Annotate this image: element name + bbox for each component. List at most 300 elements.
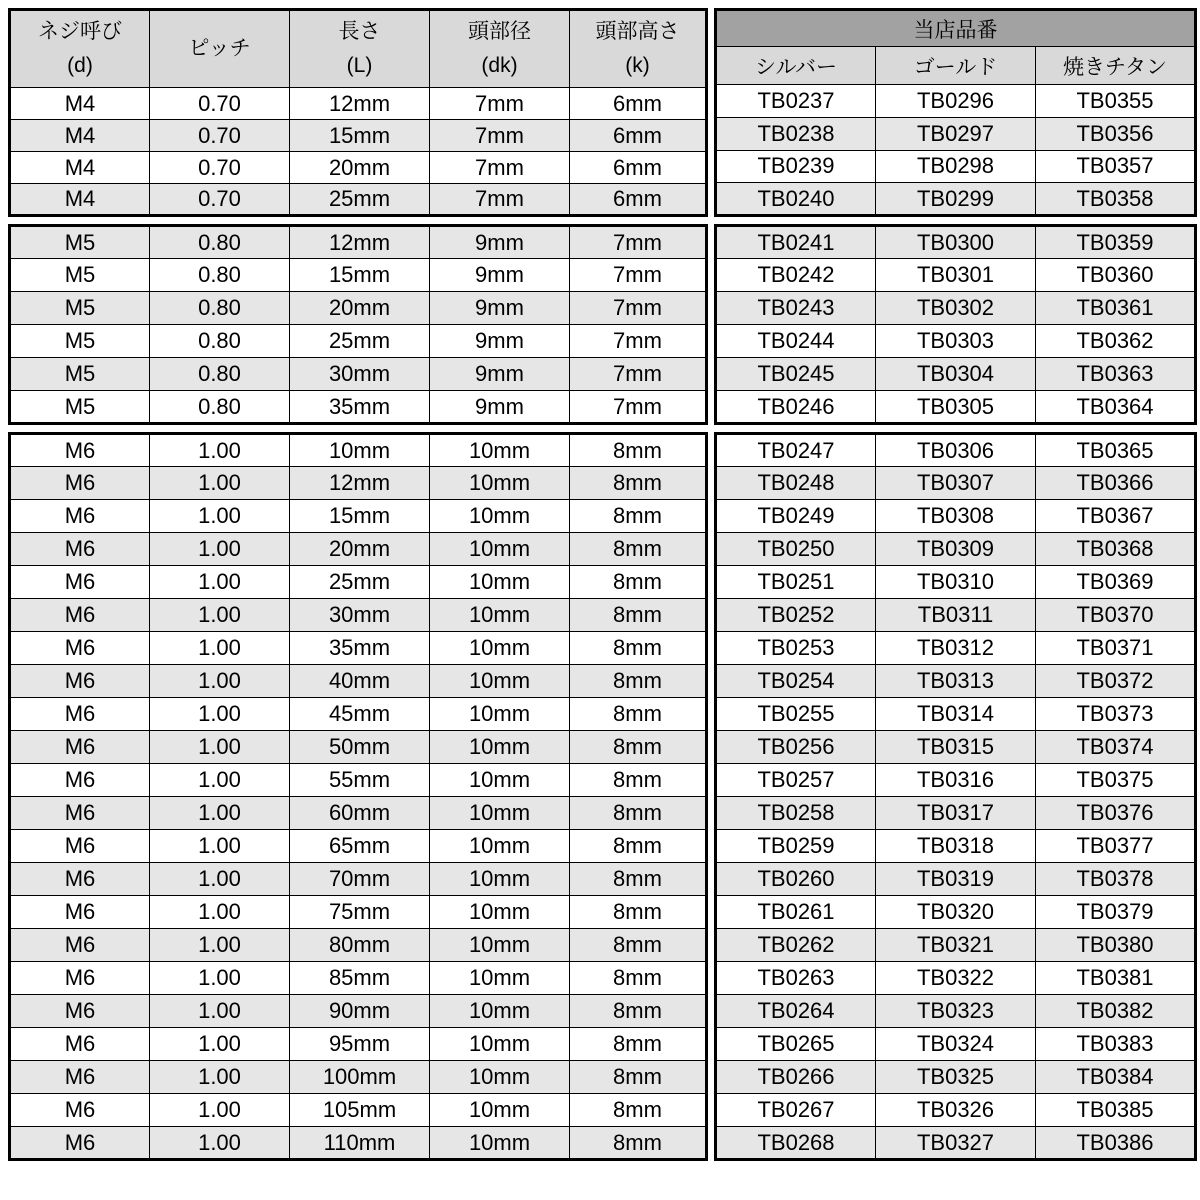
cell-gold-part-no: TB0300 [876,226,1036,259]
table-row [10,995,707,1028]
cell-silver-part-no: TB0243 [716,292,876,325]
cell-gold-part-no: TB0302 [876,292,1036,325]
table-row [10,698,707,731]
cell-length: 60mm [290,797,430,830]
cell-pitch: 1.00 [150,1028,290,1061]
cell-titanium-part-no: TB0375 [1036,764,1196,797]
cell-silver-part-no: TB0239 [716,150,876,183]
cell-head-height: 8mm [570,1127,707,1160]
cell-gold-part-no: TB0296 [876,85,1036,118]
cell-titanium-part-no: TB0374 [1036,731,1196,764]
cell-length: 65mm [290,830,430,863]
cell-screw-size: M6 [10,1028,150,1061]
cell-gold-part-no: TB0312 [876,632,1036,665]
cell-titanium-part-no: TB0356 [1036,117,1196,150]
cell-head-height: 8mm [570,632,707,665]
cell-head-diameter: 10mm [430,896,570,929]
cell-pitch: 1.00 [150,467,290,500]
cell-silver-part-no: TB0247 [716,434,876,467]
table-row [716,325,1196,358]
table-row [716,698,1196,731]
cell-gold-part-no: TB0319 [876,863,1036,896]
table-row [10,863,707,896]
table-row [10,226,707,259]
table-row [716,391,1196,424]
cell-gold-part-no: TB0310 [876,566,1036,599]
product-group-header-row [716,10,1196,47]
cell-gold-part-no: TB0324 [876,1028,1036,1061]
table-row [10,665,707,698]
cell-gold-part-no: TB0327 [876,1127,1036,1160]
table-row [10,632,707,665]
table-row [716,566,1196,599]
table-row [10,292,707,325]
table-row [10,467,707,500]
cell-length: 25mm [290,184,430,216]
cell-head-height: 8mm [570,1028,707,1061]
table-row [716,665,1196,698]
cell-silver-part-no: TB0254 [716,665,876,698]
cell-pitch: 1.00 [150,1094,290,1127]
cell-head-height: 8mm [570,764,707,797]
cell-silver-part-no: TB0248 [716,467,876,500]
table-row [10,120,707,152]
cell-gold-part-no: TB0305 [876,391,1036,424]
table-row [716,85,1196,118]
cell-head-diameter: 9mm [430,259,570,292]
cell-head-diameter: 7mm [430,120,570,152]
table-row [10,566,707,599]
cell-screw-size: M6 [10,1094,150,1127]
cell-silver-part-no: TB0238 [716,117,876,150]
cell-screw-size: M6 [10,929,150,962]
cell-head-diameter: 10mm [430,434,570,467]
cell-titanium-part-no: TB0382 [1036,995,1196,1028]
cell-length: 15mm [290,500,430,533]
spec-header-row [10,10,707,88]
cell-length: 30mm [290,599,430,632]
cell-titanium-part-no: TB0359 [1036,226,1196,259]
col-header-head-diameter-symbol: (dk) [481,54,518,77]
cell-gold-part-no: TB0325 [876,1061,1036,1094]
cell-silver-part-no: TB0258 [716,797,876,830]
cell-gold-part-no: TB0299 [876,183,1036,216]
cell-head-diameter: 9mm [430,226,570,259]
cell-head-diameter: 10mm [430,1094,570,1127]
cell-silver-part-no: TB0251 [716,566,876,599]
cell-pitch: 0.80 [150,259,290,292]
cell-silver-part-no: TB0246 [716,391,876,424]
cell-length: 50mm [290,731,430,764]
cell-pitch: 1.00 [150,863,290,896]
cell-titanium-part-no: TB0366 [1036,467,1196,500]
table-row [10,731,707,764]
cell-head-diameter: 10mm [430,1028,570,1061]
cell-screw-size: M5 [10,292,150,325]
cell-head-height: 8mm [570,863,707,896]
cell-length: 20mm [290,533,430,566]
cell-head-height: 7mm [570,292,707,325]
table-row [716,1028,1196,1061]
cell-gold-part-no: TB0320 [876,896,1036,929]
table-row [10,599,707,632]
cell-pitch: 1.00 [150,995,290,1028]
cell-head-diameter: 10mm [430,533,570,566]
cell-screw-size: M6 [10,1127,150,1160]
table-row [716,632,1196,665]
cell-screw-size: M6 [10,599,150,632]
table-row [716,962,1196,995]
cell-silver-part-no: TB0250 [716,533,876,566]
table-row [10,1127,707,1160]
table-row [10,88,707,120]
cell-length: 90mm [290,995,430,1028]
col-header-pitch-label: ピッチ [188,37,251,60]
cell-head-height: 7mm [570,226,707,259]
cell-gold-part-no: TB0301 [876,259,1036,292]
cell-head-diameter: 10mm [430,830,570,863]
cell-silver-part-no: TB0241 [716,226,876,259]
table-row [10,830,707,863]
table-section-m6 [8,432,1192,1161]
cell-pitch: 0.80 [150,391,290,424]
cell-head-height: 7mm [570,358,707,391]
cell-pitch: 1.00 [150,830,290,863]
cell-head-diameter: 7mm [430,152,570,184]
cell-screw-size: M6 [10,731,150,764]
cell-screw-size: M4 [10,184,150,216]
cell-length: 95mm [290,1028,430,1061]
cell-length: 25mm [290,566,430,599]
table-row [10,533,707,566]
cell-head-height: 8mm [570,1094,707,1127]
table-row [716,358,1196,391]
table-row [10,500,707,533]
cell-silver-part-no: TB0265 [716,1028,876,1061]
cell-pitch: 0.80 [150,292,290,325]
table-row [10,962,707,995]
cell-pitch: 1.00 [150,665,290,698]
table-row [10,184,707,216]
cell-silver-part-no: TB0245 [716,358,876,391]
cell-titanium-part-no: TB0377 [1036,830,1196,863]
cell-titanium-part-no: TB0385 [1036,1094,1196,1127]
cell-head-height: 8mm [570,665,707,698]
cell-silver-part-no: TB0267 [716,1094,876,1127]
table-row [716,533,1196,566]
cell-length: 40mm [290,665,430,698]
table-row [10,391,707,424]
table-row [716,896,1196,929]
cell-head-height: 7mm [570,259,707,292]
cell-gold-part-no: TB0298 [876,150,1036,183]
cell-pitch: 1.00 [150,797,290,830]
table-row [716,797,1196,830]
cell-titanium-part-no: TB0376 [1036,797,1196,830]
cell-length: 110mm [290,1127,430,1160]
cell-head-diameter: 10mm [430,632,570,665]
cell-pitch: 0.80 [150,358,290,391]
cell-screw-size: M6 [10,566,150,599]
cell-titanium-part-no: TB0357 [1036,150,1196,183]
cell-length: 45mm [290,698,430,731]
cell-screw-size: M6 [10,665,150,698]
cell-titanium-part-no: TB0380 [1036,929,1196,962]
col-header-screw-size-symbol: (d) [67,54,93,77]
cell-titanium-part-no: TB0372 [1036,665,1196,698]
cell-head-diameter: 10mm [430,1127,570,1160]
cell-silver-part-no: TB0264 [716,995,876,1028]
cell-length: 80mm [290,929,430,962]
cell-screw-size: M6 [10,500,150,533]
cell-head-height: 6mm [570,184,707,216]
cell-screw-size: M6 [10,863,150,896]
cell-titanium-part-no: TB0373 [1036,698,1196,731]
cell-titanium-part-no: TB0364 [1036,391,1196,424]
cell-gold-part-no: TB0303 [876,325,1036,358]
cell-silver-part-no: TB0237 [716,85,876,118]
table-row [10,259,707,292]
cell-titanium-part-no: TB0358 [1036,183,1196,216]
cell-head-height: 8mm [570,929,707,962]
cell-pitch: 0.80 [150,325,290,358]
cell-gold-part-no: TB0308 [876,500,1036,533]
table-row [10,325,707,358]
cell-silver-part-no: TB0261 [716,896,876,929]
table-row [716,117,1196,150]
cell-head-diameter: 10mm [430,599,570,632]
cell-screw-size: M6 [10,698,150,731]
cell-head-diameter: 10mm [430,995,570,1028]
cell-silver-part-no: TB0253 [716,632,876,665]
cell-gold-part-no: TB0316 [876,764,1036,797]
table-row [10,929,707,962]
cell-head-height: 8mm [570,500,707,533]
cell-pitch: 1.00 [150,1061,290,1094]
cell-screw-size: M5 [10,325,150,358]
cell-head-height: 8mm [570,434,707,467]
cell-head-height: 6mm [570,120,707,152]
cell-screw-size: M4 [10,152,150,184]
cell-gold-part-no: TB0304 [876,358,1036,391]
cell-head-diameter: 10mm [430,500,570,533]
cell-gold-part-no: TB0307 [876,467,1036,500]
product-number-table-m4 [714,8,1197,217]
cell-head-diameter: 10mm [430,962,570,995]
cell-titanium-part-no: TB0363 [1036,358,1196,391]
cell-screw-size: M4 [10,88,150,120]
cell-titanium-part-no: TB0379 [1036,896,1196,929]
cell-head-diameter: 10mm [430,929,570,962]
cell-head-height: 8mm [570,566,707,599]
table-row [716,467,1196,500]
table-row [716,1061,1196,1094]
table-row [716,434,1196,467]
product-number-table-m5 [714,224,1197,425]
col-header-pitch [150,10,290,88]
cell-length: 75mm [290,896,430,929]
cell-silver-part-no: TB0255 [716,698,876,731]
cell-silver-part-no: TB0268 [716,1127,876,1160]
cell-head-diameter: 10mm [430,467,570,500]
cell-length: 100mm [290,1061,430,1094]
cell-head-diameter: 7mm [430,184,570,216]
cell-titanium-part-no: TB0381 [1036,962,1196,995]
cell-head-height: 6mm [570,152,707,184]
table-row [10,1061,707,1094]
cell-screw-size: M6 [10,962,150,995]
cell-pitch: 0.70 [150,88,290,120]
cell-gold-part-no: TB0297 [876,117,1036,150]
cell-screw-size: M5 [10,391,150,424]
cell-head-diameter: 10mm [430,731,570,764]
table-row [10,1028,707,1061]
cell-screw-size: M6 [10,434,150,467]
cell-length: 12mm [290,226,430,259]
cell-pitch: 1.00 [150,764,290,797]
cell-pitch: 1.00 [150,434,290,467]
cell-screw-size: M6 [10,896,150,929]
cell-length: 30mm [290,358,430,391]
cell-titanium-part-no: TB0384 [1036,1061,1196,1094]
cell-gold-part-no: TB0323 [876,995,1036,1028]
cell-screw-size: M6 [10,1061,150,1094]
table-row [716,1094,1196,1127]
cell-titanium-part-no: TB0365 [1036,434,1196,467]
cell-pitch: 0.70 [150,152,290,184]
cell-length: 20mm [290,292,430,325]
cell-head-height: 8mm [570,830,707,863]
table-row [716,500,1196,533]
cell-head-height: 6mm [570,88,707,120]
cell-length: 55mm [290,764,430,797]
table-row [716,599,1196,632]
table-row [716,292,1196,325]
cell-screw-size: M6 [10,995,150,1028]
cell-screw-size: M6 [10,533,150,566]
cell-pitch: 0.70 [150,184,290,216]
table-row [10,797,707,830]
cell-head-height: 8mm [570,995,707,1028]
cell-head-diameter: 9mm [430,292,570,325]
cell-length: 85mm [290,962,430,995]
cell-pitch: 1.00 [150,698,290,731]
col-header-length-symbol: (L) [346,54,373,77]
cell-head-height: 8mm [570,533,707,566]
cell-head-diameter: 10mm [430,863,570,896]
cell-titanium-part-no: TB0362 [1036,325,1196,358]
cell-silver-part-no: TB0252 [716,599,876,632]
cell-screw-size: M6 [10,467,150,500]
table-row [10,1094,707,1127]
cell-head-height: 8mm [570,467,707,500]
cell-titanium-part-no: TB0367 [1036,500,1196,533]
product-color-header-row [716,47,1196,85]
cell-head-diameter: 7mm [430,88,570,120]
cell-head-height: 8mm [570,698,707,731]
cell-head-height: 8mm [570,599,707,632]
cell-length: 20mm [290,152,430,184]
cell-pitch: 1.00 [150,599,290,632]
cell-silver-part-no: TB0256 [716,731,876,764]
cell-head-diameter: 10mm [430,797,570,830]
col-header-head-height-label: 頭部高さ [595,20,680,43]
cell-gold-part-no: TB0322 [876,962,1036,995]
table-row [10,358,707,391]
cell-gold-part-no: TB0318 [876,830,1036,863]
cell-pitch: 1.00 [150,731,290,764]
cell-head-diameter: 10mm [430,1061,570,1094]
table-row [10,434,707,467]
spec-table-m6 [8,432,708,1161]
cell-length: 35mm [290,391,430,424]
table-row [716,863,1196,896]
cell-head-diameter: 10mm [430,764,570,797]
cell-head-diameter: 9mm [430,358,570,391]
cell-silver-part-no: TB0262 [716,929,876,962]
cell-silver-part-no: TB0263 [716,962,876,995]
table-row [716,929,1196,962]
cell-screw-size: M5 [10,259,150,292]
cell-length: 25mm [290,325,430,358]
cell-head-height: 7mm [570,391,707,424]
cell-head-height: 8mm [570,896,707,929]
cell-gold-part-no: TB0309 [876,533,1036,566]
cell-pitch: 1.00 [150,1127,290,1160]
cell-pitch: 1.00 [150,896,290,929]
cell-head-diameter: 10mm [430,665,570,698]
col-header-silver: シルバー [716,47,876,85]
cell-titanium-part-no: TB0386 [1036,1127,1196,1160]
col-header-head-diameter [430,10,570,88]
table-row [716,1127,1196,1160]
cell-titanium-part-no: TB0383 [1036,1028,1196,1061]
cell-silver-part-no: TB0240 [716,183,876,216]
product-number-table-m6 [714,432,1197,1161]
cell-length: 70mm [290,863,430,896]
cell-head-diameter: 9mm [430,325,570,358]
table-row [10,896,707,929]
cell-pitch: 1.00 [150,566,290,599]
cell-length: 15mm [290,120,430,152]
cell-titanium-part-no: TB0369 [1036,566,1196,599]
cell-silver-part-no: TB0244 [716,325,876,358]
spec-table-m4 [8,8,708,217]
cell-gold-part-no: TB0313 [876,665,1036,698]
table-row [716,150,1196,183]
table-row [10,764,707,797]
cell-head-height: 8mm [570,962,707,995]
cell-screw-size: M5 [10,226,150,259]
table-section-m4 [8,8,1192,217]
cell-length: 105mm [290,1094,430,1127]
table-row [716,226,1196,259]
col-header-head-diameter-label: 頭部径 [468,20,531,43]
cell-head-diameter: 10mm [430,698,570,731]
table-row [716,731,1196,764]
cell-head-height: 8mm [570,731,707,764]
cell-silver-part-no: TB0260 [716,863,876,896]
cell-length: 15mm [290,259,430,292]
cell-titanium-part-no: TB0378 [1036,863,1196,896]
cell-titanium-part-no: TB0355 [1036,85,1196,118]
cell-length: 12mm [290,88,430,120]
cell-gold-part-no: TB0321 [876,929,1036,962]
cell-pitch: 1.00 [150,929,290,962]
cell-pitch: 0.70 [150,120,290,152]
col-header-head-height [570,10,707,88]
cell-titanium-part-no: TB0368 [1036,533,1196,566]
